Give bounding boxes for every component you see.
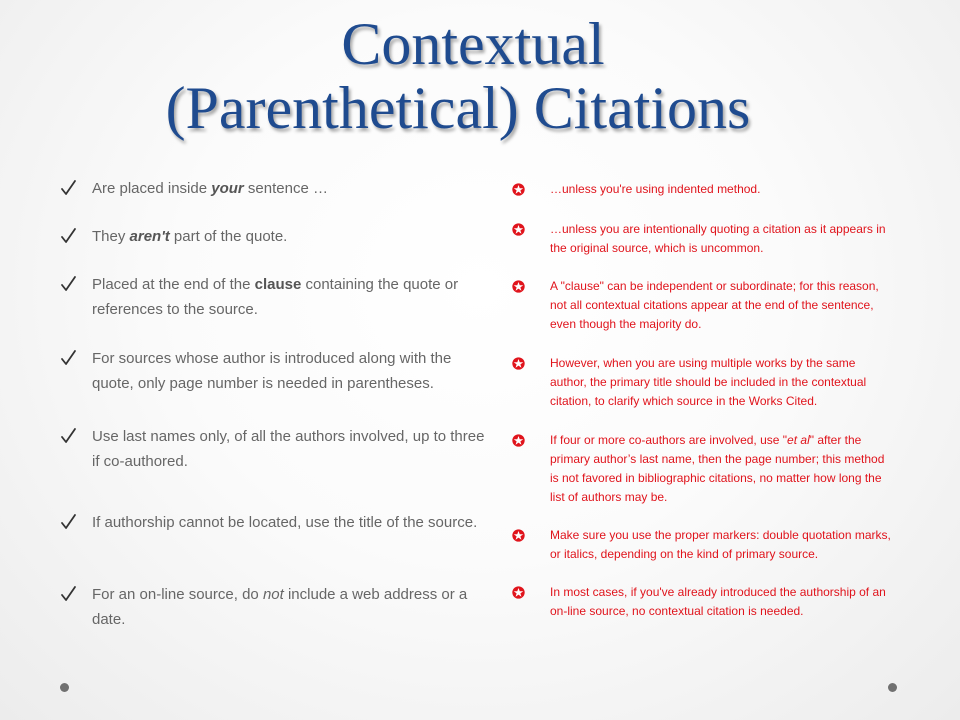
checkmark-icon — [60, 224, 80, 249]
star-circle-icon — [512, 586, 525, 599]
list-item-text — [92, 180, 328, 197]
left-list-item — [60, 224, 485, 249]
title-line-2: (Parenthetical) Citations — [165, 75, 751, 141]
text-run: However, when you are using multiple works by the same author, the primary title should be included in the contextual citation, to clarify which source in the Works Cited. — [550, 356, 867, 408]
corner-dot-right — [888, 683, 897, 692]
left-list-item — [60, 272, 485, 322]
text-run: et al — [787, 433, 810, 447]
right-list-item — [510, 526, 895, 564]
text-run: " after the primary author’s last name, then the page number; this method is not favored in bibliographic citations, no matter how long the list of authors may be. — [550, 433, 885, 504]
text-run: …unless you are intentionally quoting a citation as it appears in the original source, which is uncommon. — [550, 222, 886, 255]
corner-dot-left — [60, 683, 69, 692]
list-item-text — [92, 428, 484, 470]
text-run: aren't — [129, 228, 170, 245]
text-run: part of the quote. — [169, 228, 288, 245]
list-item-text — [550, 528, 891, 561]
left-list-item — [60, 424, 485, 474]
slide-title — [0, 12, 960, 140]
right-list-item — [510, 220, 895, 258]
star-circle-icon — [512, 434, 525, 447]
text-run: sentence … — [243, 180, 328, 197]
left-list-item — [60, 176, 485, 201]
checkmark-icon — [60, 424, 80, 449]
text-run: Placed at the end of the — [92, 276, 255, 293]
checkmark-icon — [60, 346, 80, 371]
right-list-item — [510, 180, 895, 199]
star-circle-icon — [512, 223, 525, 236]
text-run: Are placed inside — [92, 180, 212, 197]
text-run: not — [262, 586, 284, 603]
right-list-item — [510, 277, 895, 334]
text-run: If authorship cannot be located, use the title of the source. — [92, 514, 478, 531]
text-run: clause — [254, 276, 302, 293]
right-list-item — [510, 583, 895, 621]
checkmark-icon — [60, 582, 80, 607]
text-run: For an on-line source, do — [92, 586, 263, 603]
text-run: Use last names only, of all the authors involved, up to three if co-authored. — [92, 428, 485, 470]
text-run: include a web address or a date. — [92, 586, 468, 628]
text-run: For sources whose author is introduced along with the quote, only page number is needed in parentheses. — [92, 350, 452, 392]
list-item-text — [550, 279, 879, 331]
list-item-text — [550, 182, 760, 196]
list-item-text — [550, 222, 886, 255]
list-item-text — [92, 350, 451, 392]
left-list-item — [60, 582, 485, 632]
star-circle-icon — [512, 280, 525, 293]
star-circle-icon — [512, 529, 525, 542]
title-line-1: Contextual — [341, 11, 605, 77]
text-run: Make sure you use the proper markers: double quotation marks, or italics, depending on the kind of primary source. — [550, 528, 891, 561]
list-item-text — [550, 356, 866, 408]
text-run: …unless you're using indented method. — [550, 182, 761, 196]
text-run: If four or more co-authors are involved, use " — [550, 433, 788, 447]
list-item-text — [550, 585, 886, 618]
list-item-text — [550, 433, 884, 504]
left-list-item — [60, 346, 485, 396]
left-list-item — [60, 510, 485, 535]
text-run: containing the quote or references to the source. — [92, 276, 459, 318]
checkmark-icon — [60, 272, 80, 297]
right-list-item — [510, 431, 895, 507]
right-list-item — [510, 354, 895, 411]
checkmark-icon — [60, 176, 80, 201]
star-circle-icon — [512, 183, 525, 196]
star-circle-icon — [512, 357, 525, 370]
text-run: In most cases, if you've already introduced the authorship of an on-line source, no contextual citation is needed. — [550, 585, 886, 618]
list-item-text — [92, 228, 287, 245]
text-run: A "clause" can be independent or subordinate; for this reason, not all contextual citations appear at the end of the sentence, even though the majority do. — [550, 279, 879, 331]
text-run: your — [211, 180, 244, 197]
list-item-text — [92, 586, 467, 628]
checkmark-icon — [60, 510, 80, 535]
list-item-text — [92, 514, 477, 531]
list-item-text — [92, 276, 458, 318]
text-run: They — [92, 228, 130, 245]
